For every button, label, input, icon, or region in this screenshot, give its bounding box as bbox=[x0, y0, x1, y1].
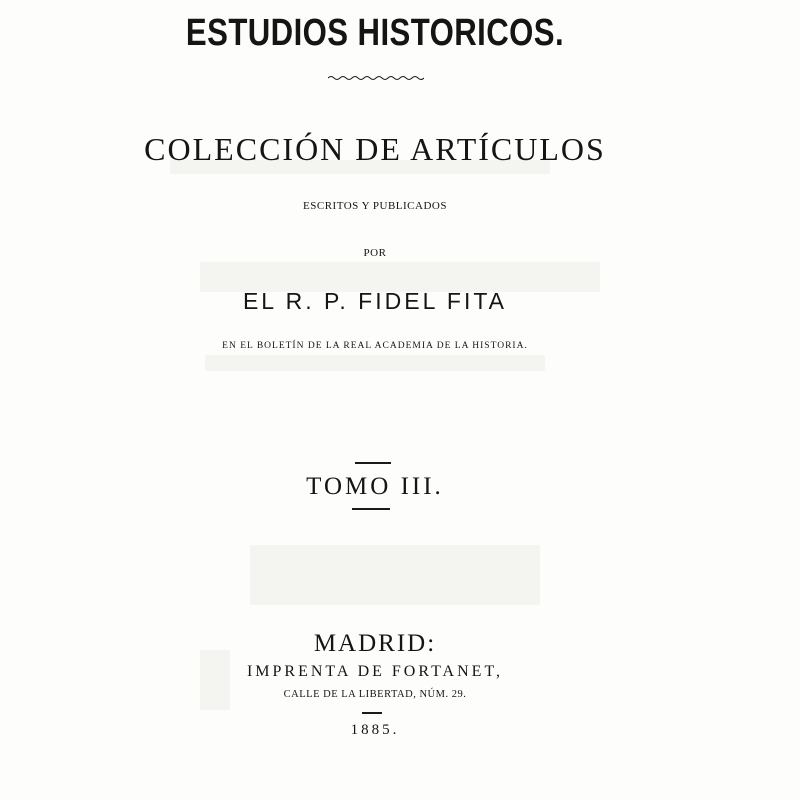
publication-note: EN EL BOLETÍN DE LA REAL ACADEMIA DE LA HISTORIA. bbox=[222, 341, 528, 351]
volume-label: TOMO III. bbox=[306, 473, 444, 500]
por-line: POR bbox=[363, 247, 387, 259]
imprint-printer: IMPRENTA DE FORTANET, bbox=[246, 663, 504, 680]
book-subtitle: COLECCIÓN DE ARTÍCULOS bbox=[144, 131, 606, 167]
wavy-rule bbox=[328, 75, 424, 81]
bleed-through-mark bbox=[200, 650, 230, 710]
bleed-through-mark bbox=[250, 545, 540, 605]
imprint-city: MADRID: bbox=[313, 630, 437, 657]
author-name: EL R. P. FIDEL FITA bbox=[242, 288, 508, 314]
imprint-year: 1885. bbox=[350, 722, 400, 738]
book-title: ESTUDIOS HISTORICOS. bbox=[185, 12, 565, 54]
escritos-line: ESCRITOS Y PUBLICADOS bbox=[303, 200, 447, 212]
bleed-through-mark bbox=[205, 355, 545, 371]
imprint-address: CALLE DE LA LIBERTAD, NÚM. 29. bbox=[283, 689, 467, 700]
imprint-rule bbox=[362, 712, 382, 714]
volume-rule-bottom bbox=[352, 508, 390, 510]
volume-rule-top bbox=[355, 462, 391, 464]
